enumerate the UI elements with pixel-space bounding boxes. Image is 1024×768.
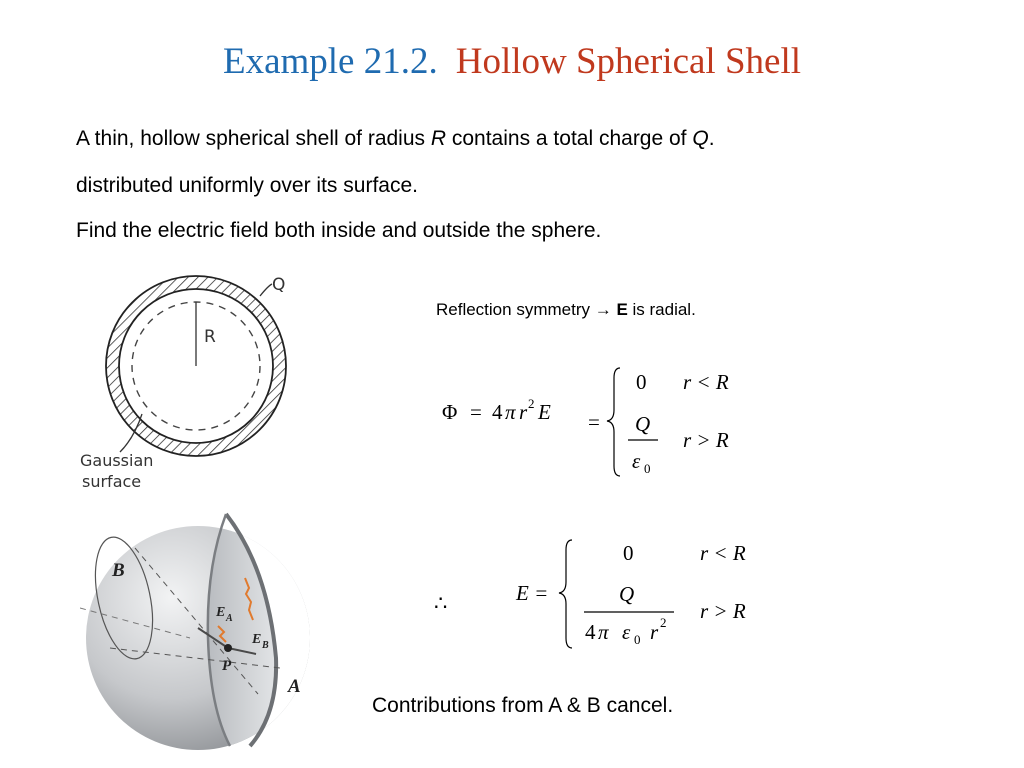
radius-symbol: R [430,127,447,150]
epsilon-symbol: ε [622,620,631,644]
field-equation [430,532,790,656]
case-outside-condition: r > R [700,599,746,623]
radius-variable: r [519,400,528,424]
coefficient: 4 [585,620,596,644]
label-EB: E [252,632,262,647]
flux-symbol: Φ [442,400,458,424]
numerator-charge: Q [635,412,651,436]
exponent: 2 [528,396,535,411]
label-A: A [288,676,301,697]
surface-label-line2: surface [82,472,142,491]
label-EA: E [216,605,226,620]
cutaway-sphere-figure [80,508,320,753]
epsilon-subscript: 0 [644,461,651,476]
charge-pointer [260,284,272,296]
field-symbol: E [616,300,628,319]
equals-sign: = [588,410,600,434]
point-P [224,644,232,652]
charge-symbol: Q [692,127,709,150]
problem-line-2: distributed uniformly over its surface. [76,174,418,197]
therefore-symbol: ∴ [434,591,448,615]
epsilon-symbol: ε [632,449,641,473]
implies-arrow: → [594,300,612,319]
reflection-note [436,300,696,320]
reflection-text: is radial. [627,300,696,319]
field-variable: E [538,400,551,424]
problem-text: A thin, hollow spherical shell of radius [76,127,431,150]
flux-equation [430,358,770,482]
slide-title [0,40,1024,83]
numerator-charge: Q [619,582,635,606]
label-EA-subscript: A [226,613,233,624]
pi-symbol: π [505,400,516,424]
label-P: P [222,658,232,674]
case-inside-condition: r < R [700,541,746,565]
gaussian-surface-figure [70,266,320,498]
charge-label: Q [272,275,286,295]
left-brace [559,540,572,648]
caption: Contributions from A & B cancel. [372,694,674,717]
reflection-text: Reflection symmetry [436,300,595,319]
label-B: B [112,560,125,581]
field-lhs: E = [516,581,549,605]
equals-sign: = [470,400,482,424]
problem-text: contains a total charge of [446,127,693,150]
example-number: Example 21.2. [222,41,438,82]
exponent: 2 [660,615,667,630]
coefficient: 4 [492,400,503,424]
pi-symbol: π [598,620,609,644]
label-EB-subscript: B [262,640,269,651]
problem-text: . [708,127,715,150]
radius-label: R [204,327,216,347]
case-outside-condition: r > R [683,428,729,452]
case-inside-condition: r < R [683,370,729,394]
example-topic: Hollow Spherical Shell [455,41,802,82]
radius-variable: r [650,620,659,644]
problem-line-3: Find the electric field both inside and outside the sphere. [76,219,602,242]
left-brace [607,368,620,476]
surface-label-line1: Gaussian [80,451,154,470]
case-zero: 0 [623,541,634,565]
problem-line-1 [76,127,715,151]
epsilon-subscript: 0 [634,632,641,647]
case-zero: 0 [636,370,647,394]
